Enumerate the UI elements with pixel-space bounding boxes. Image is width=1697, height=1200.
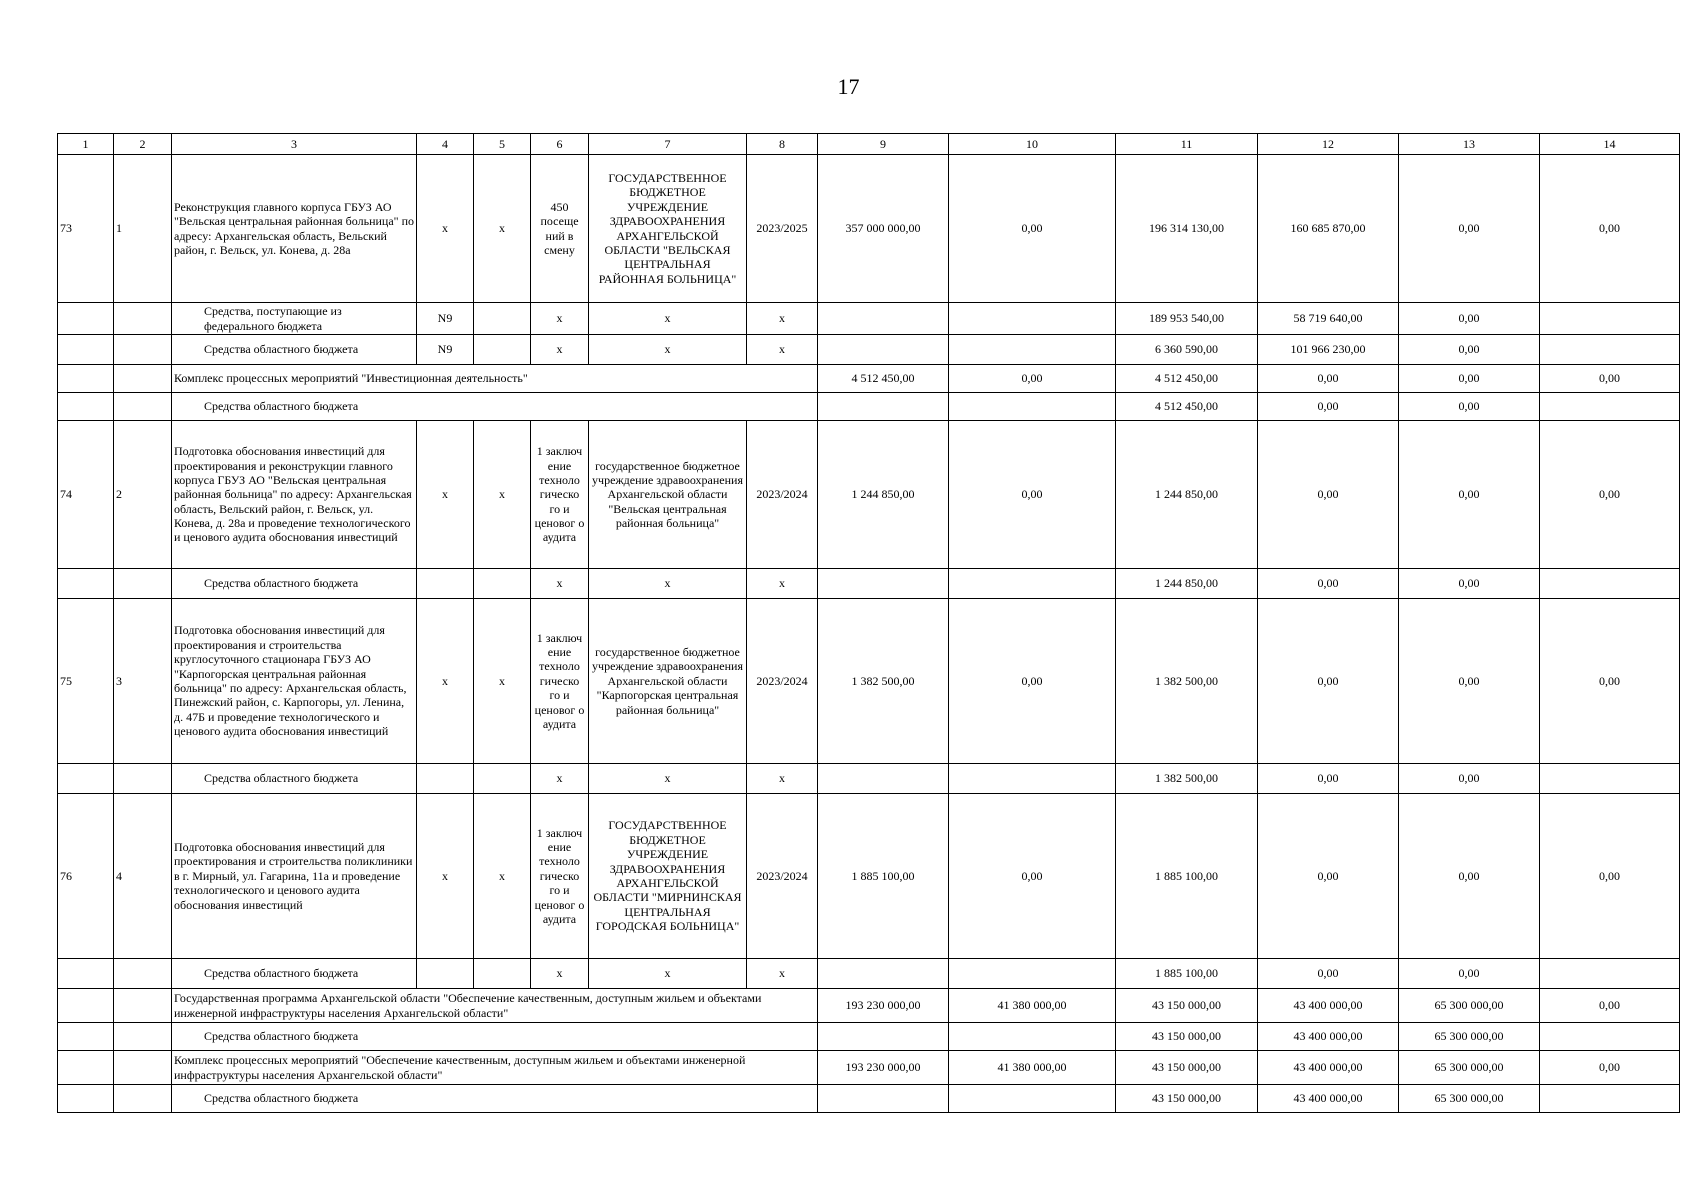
row-number-cell: 76 xyxy=(58,794,114,959)
funding-source-row xyxy=(58,303,1680,335)
col8-cell: х xyxy=(747,335,818,365)
column-number-cell: 3 xyxy=(172,134,417,155)
amount-cell: 0,00 xyxy=(949,599,1116,764)
empty-cell xyxy=(818,303,949,335)
column-number-cell: 6 xyxy=(531,134,589,155)
row-number-cell: 73 xyxy=(58,155,114,303)
column-number-cell: 5 xyxy=(474,134,531,155)
amount-cell: 65 300 000,00 xyxy=(1399,989,1540,1023)
amount-cell: 4 512 450,00 xyxy=(1116,365,1258,393)
amount-cell: 101 966 230,00 xyxy=(1258,335,1399,365)
funding-source-cell: Средства областного бюджета xyxy=(172,764,417,794)
amount-cell: 1 382 500,00 xyxy=(818,599,949,764)
column-number-cell: 10 xyxy=(949,134,1116,155)
col7-cell: х xyxy=(589,303,747,335)
project-name-cell: Подготовка обоснования инвестиций для проектирования и реконструкции главного корпуса ГБУЗ АО "Вельская центральная районная больница" по адресу: Архангельская область, Вельский район, г. Вельск, ул. Конева, д. 28а и проведение технологического и ценового аудита обоснования инвестиций xyxy=(172,421,417,569)
empty-cell xyxy=(114,365,172,393)
empty-cell xyxy=(58,303,114,335)
amount-cell: 0,00 xyxy=(1540,1051,1680,1085)
amount-cell: 43 150 000,00 xyxy=(1116,989,1258,1023)
empty-cell xyxy=(1540,959,1680,989)
item-number-cell: 2 xyxy=(114,421,172,569)
amount-cell: 0,00 xyxy=(1540,599,1680,764)
amount-cell: 1 885 100,00 xyxy=(818,794,949,959)
amount-cell: 43 150 000,00 xyxy=(1116,1085,1258,1113)
empty-cell xyxy=(949,393,1116,421)
col8-cell: х xyxy=(747,764,818,794)
program-name-cell: Комплекс процессных мероприятий "Инвестиционная деятельность" xyxy=(172,365,818,393)
page-number: 17 xyxy=(837,74,860,99)
column-number-cell: 4 xyxy=(417,134,474,155)
amount-cell: 65 300 000,00 xyxy=(1399,1023,1540,1051)
project-row xyxy=(58,599,1680,764)
col4-cell: х xyxy=(417,421,474,569)
column-number-cell: 14 xyxy=(1540,134,1680,155)
empty-cell xyxy=(58,989,114,1023)
empty-cell xyxy=(114,303,172,335)
empty-cell xyxy=(949,569,1116,599)
amount-cell: 0,00 xyxy=(1258,421,1399,569)
col4-cell: х xyxy=(417,599,474,764)
empty-cell xyxy=(58,1023,114,1051)
col4-cell: х xyxy=(417,155,474,303)
institution-cell: ГОСУДАРСТВЕННОЕ БЮДЖЕТНОЕ УЧРЕЖДЕНИЕ ЗДРАВООХРАНЕНИЯ АРХАНГЕЛЬСКОЙ ОБЛАСТИ "МИРНИНСКАЯ ЦЕНТРАЛЬНАЯ ГОРОДСКАЯ БОЛЬНИЦА" xyxy=(589,794,747,959)
amount-cell: 1 244 850,00 xyxy=(818,421,949,569)
col8-cell: х xyxy=(747,569,818,599)
amount-cell: 0,00 xyxy=(1258,959,1399,989)
program-funding-row xyxy=(58,1023,1680,1051)
column-number-cell: 12 xyxy=(1258,134,1399,155)
capacity-cell: 1 заключ ение техноло гическо го и ценовог о аудита xyxy=(531,599,589,764)
capacity-cell: 1 заключ ение техноло гическо го и ценовог о аудита xyxy=(531,794,589,959)
column-number-cell: 7 xyxy=(589,134,747,155)
amount-cell: 65 300 000,00 xyxy=(1399,1085,1540,1113)
empty-cell xyxy=(818,393,949,421)
funding-source-cell: Средства областного бюджета xyxy=(172,335,417,365)
empty-cell xyxy=(58,569,114,599)
empty-cell xyxy=(114,1023,172,1051)
amount-cell: 0,00 xyxy=(1258,365,1399,393)
period-cell: 2023/2024 xyxy=(747,794,818,959)
column-number-row xyxy=(58,134,1680,155)
amount-cell: 43 400 000,00 xyxy=(1258,1051,1399,1085)
amount-cell: 6 360 590,00 xyxy=(1116,335,1258,365)
col7-cell: х xyxy=(589,335,747,365)
amount-cell: 0,00 xyxy=(949,421,1116,569)
empty-cell xyxy=(474,569,531,599)
column-number-cell: 13 xyxy=(1399,134,1540,155)
empty-cell xyxy=(949,959,1116,989)
amount-cell: 41 380 000,00 xyxy=(949,989,1116,1023)
amount-cell: 0,00 xyxy=(1540,794,1680,959)
empty-cell xyxy=(114,989,172,1023)
col8-cell: х xyxy=(747,959,818,989)
amount-cell: 196 314 130,00 xyxy=(1116,155,1258,303)
funding-source-cell: Средства, поступающие из федерального бюджета xyxy=(172,303,417,335)
empty-cell xyxy=(474,764,531,794)
amount-cell: 41 380 000,00 xyxy=(949,1051,1116,1085)
empty-cell xyxy=(58,1051,114,1085)
project-row xyxy=(58,421,1680,569)
empty-cell xyxy=(114,764,172,794)
empty-cell xyxy=(58,1085,114,1113)
col5-cell: х xyxy=(474,421,531,569)
empty-cell xyxy=(818,764,949,794)
amount-cell: 0,00 xyxy=(1258,599,1399,764)
amount-cell: 1 885 100,00 xyxy=(1116,794,1258,959)
amount-cell: 0,00 xyxy=(1540,989,1680,1023)
funding-source-row xyxy=(58,569,1680,599)
empty-cell xyxy=(949,1085,1116,1113)
project-row xyxy=(58,794,1680,959)
institution-cell: государственное бюджетное учреждение здравоохранения Архангельской области "Карпогорская центральная районная больница" xyxy=(589,599,747,764)
amount-cell: 1 244 850,00 xyxy=(1116,421,1258,569)
period-cell: 2023/2024 xyxy=(747,421,818,569)
funding-source-cell: Средства областного бюджета xyxy=(172,959,417,989)
amount-cell: 0,00 xyxy=(1399,569,1540,599)
funding-source-row xyxy=(58,335,1680,365)
amount-cell: 0,00 xyxy=(1540,155,1680,303)
amount-cell: 0,00 xyxy=(1258,569,1399,599)
empty-cell xyxy=(949,303,1116,335)
col4-cell xyxy=(417,569,474,599)
amount-cell: 0,00 xyxy=(1399,335,1540,365)
amount-cell: 0,00 xyxy=(949,155,1116,303)
capacity-cell: 450 посеще ний в смену xyxy=(531,155,589,303)
empty-cell xyxy=(58,393,114,421)
empty-cell xyxy=(58,365,114,393)
funding-source-row xyxy=(58,959,1680,989)
amount-cell: 43 150 000,00 xyxy=(1116,1051,1258,1085)
empty-cell xyxy=(1540,764,1680,794)
empty-cell xyxy=(114,1085,172,1113)
empty-cell xyxy=(474,335,531,365)
amount-cell: 1 244 850,00 xyxy=(1116,569,1258,599)
empty-cell xyxy=(818,959,949,989)
amount-cell: 4 512 450,00 xyxy=(818,365,949,393)
period-cell: 2023/2024 xyxy=(747,599,818,764)
amount-cell: 58 719 640,00 xyxy=(1258,303,1399,335)
funding-source-row xyxy=(58,764,1680,794)
amount-cell: 4 512 450,00 xyxy=(1116,393,1258,421)
amount-cell: 0,00 xyxy=(1399,421,1540,569)
col5-cell: х xyxy=(474,599,531,764)
col6-cell: х xyxy=(531,303,589,335)
amount-cell: 0,00 xyxy=(1399,365,1540,393)
empty-cell xyxy=(818,1023,949,1051)
amount-cell: 0,00 xyxy=(949,365,1116,393)
column-number-cell: 2 xyxy=(114,134,172,155)
amount-cell: 0,00 xyxy=(1258,764,1399,794)
empty-cell xyxy=(949,1023,1116,1051)
program-funding-row xyxy=(58,1085,1680,1113)
project-row xyxy=(58,155,1680,303)
col4-cell xyxy=(417,959,474,989)
empty-cell xyxy=(818,1085,949,1113)
empty-cell xyxy=(114,569,172,599)
empty-cell xyxy=(474,959,531,989)
col4-cell: х xyxy=(417,794,474,959)
row-number-cell: 74 xyxy=(58,421,114,569)
amount-cell: 189 953 540,00 xyxy=(1116,303,1258,335)
amount-cell: 43 400 000,00 xyxy=(1258,1023,1399,1051)
amount-cell: 0,00 xyxy=(1399,794,1540,959)
col4-cell: N9 xyxy=(417,335,474,365)
amount-cell: 1 382 500,00 xyxy=(1116,764,1258,794)
budget-table xyxy=(57,133,1680,1113)
amount-cell: 0,00 xyxy=(1399,764,1540,794)
amount-cell: 0,00 xyxy=(949,794,1116,959)
amount-cell: 43 400 000,00 xyxy=(1258,1085,1399,1113)
amount-cell: 0,00 xyxy=(1399,599,1540,764)
item-number-cell: 4 xyxy=(114,794,172,959)
empty-cell xyxy=(114,959,172,989)
col6-cell: х xyxy=(531,959,589,989)
empty-cell xyxy=(58,335,114,365)
empty-cell xyxy=(1540,303,1680,335)
amount-cell: 0,00 xyxy=(1258,393,1399,421)
col5-cell: х xyxy=(474,794,531,959)
empty-cell xyxy=(114,335,172,365)
empty-cell xyxy=(949,335,1116,365)
empty-cell xyxy=(1540,393,1680,421)
program-name-cell: Комплекс процессных мероприятий "Обеспечение качественным, доступным жильем и объектами инженерной инфраструктуры населения Архангельской области" xyxy=(172,1051,818,1085)
amount-cell: 0,00 xyxy=(1399,155,1540,303)
amount-cell: 43 400 000,00 xyxy=(1258,989,1399,1023)
item-number-cell: 1 xyxy=(114,155,172,303)
amount-cell: 43 150 000,00 xyxy=(1116,1023,1258,1051)
empty-cell xyxy=(114,393,172,421)
program-name-cell: Государственная программа Архангельской области "Обеспечение качественным, доступным жильем и объектами инженерной инфраструктуры населения Архангельской области" xyxy=(172,989,818,1023)
amount-cell: 193 230 000,00 xyxy=(818,989,949,1023)
program-funding-row xyxy=(58,393,1680,421)
project-name-cell: Реконструкция главного корпуса ГБУЗ АО "Вельская центральная районная больница" по адресу: Архангельская область, Вельский район, г. Вельск, ул. Конева, д. 28а xyxy=(172,155,417,303)
col8-cell: х xyxy=(747,303,818,335)
col7-cell: х xyxy=(589,569,747,599)
empty-cell xyxy=(474,303,531,335)
col5-cell: х xyxy=(474,155,531,303)
item-number-cell: 3 xyxy=(114,599,172,764)
project-name-cell: Подготовка обоснования инвестиций для проектирования и строительства круглосуточного стационара ГБУЗ АО "Карпогорская центральная районная больница" по адресу: Архангельская область, Пинежский район, с. Карпогоры, ул. Ленина, д. 47Б и проведение технологического и ценового аудита обоснования инвестиций xyxy=(172,599,417,764)
empty-cell xyxy=(58,764,114,794)
amount-cell: 0,00 xyxy=(1399,959,1540,989)
column-number-cell: 8 xyxy=(747,134,818,155)
empty-cell xyxy=(818,335,949,365)
col4-cell: N9 xyxy=(417,303,474,335)
column-number-cell: 1 xyxy=(58,134,114,155)
funding-source-cell: Средства областного бюджета xyxy=(172,1023,818,1051)
empty-cell xyxy=(114,1051,172,1085)
amount-cell: 1 382 500,00 xyxy=(1116,599,1258,764)
funding-source-cell: Средства областного бюджета xyxy=(172,569,417,599)
project-name-cell: Подготовка обоснования инвестиций для проектирования и строительства поликлиники в г. Мирный, ул. Гагарина, 11а и проведение технологического и ценового аудита обоснования инвестиций xyxy=(172,794,417,959)
column-number-cell: 11 xyxy=(1116,134,1258,155)
empty-cell xyxy=(818,569,949,599)
empty-cell xyxy=(1540,1085,1680,1113)
amount-cell: 357 000 000,00 xyxy=(818,155,949,303)
funding-source-cell: Средства областного бюджета xyxy=(172,1085,818,1113)
institution-cell: государственное бюджетное учреждение здравоохранения Архангельской области "Вельская центральная районная больница" xyxy=(589,421,747,569)
amount-cell: 1 885 100,00 xyxy=(1116,959,1258,989)
amount-cell: 65 300 000,00 xyxy=(1399,1051,1540,1085)
amount-cell: 160 685 870,00 xyxy=(1258,155,1399,303)
amount-cell: 0,00 xyxy=(1540,421,1680,569)
period-cell: 2023/2025 xyxy=(747,155,818,303)
col6-cell: х xyxy=(531,335,589,365)
amount-cell: 0,00 xyxy=(1540,365,1680,393)
empty-cell xyxy=(1540,1023,1680,1051)
amount-cell: 0,00 xyxy=(1399,303,1540,335)
funding-source-cell: Средства областного бюджета xyxy=(172,393,818,421)
col4-cell xyxy=(417,764,474,794)
empty-cell xyxy=(949,764,1116,794)
capacity-cell: 1 заключ ение техноло гическо го и ценовог о аудита xyxy=(531,421,589,569)
amount-cell: 0,00 xyxy=(1399,393,1540,421)
amount-cell: 0,00 xyxy=(1258,794,1399,959)
institution-cell: ГОСУДАРСТВЕННОЕ БЮДЖЕТНОЕ УЧРЕЖДЕНИЕ ЗДРАВООХРАНЕНИЯ АРХАНГЕЛЬСКОЙ ОБЛАСТИ "ВЕЛЬСКАЯ ЦЕНТРАЛЬНАЯ РАЙОННАЯ БОЛЬНИЦА" xyxy=(589,155,747,303)
col7-cell: х xyxy=(589,764,747,794)
empty-cell xyxy=(58,959,114,989)
program-row xyxy=(58,989,1680,1023)
col6-cell: х xyxy=(531,569,589,599)
row-number-cell: 75 xyxy=(58,599,114,764)
empty-cell xyxy=(1540,335,1680,365)
col7-cell: х xyxy=(589,959,747,989)
program-row xyxy=(58,365,1680,393)
col6-cell: х xyxy=(531,764,589,794)
program-row xyxy=(58,1051,1680,1085)
amount-cell: 193 230 000,00 xyxy=(818,1051,949,1085)
empty-cell xyxy=(1540,569,1680,599)
column-number-cell: 9 xyxy=(818,134,949,155)
